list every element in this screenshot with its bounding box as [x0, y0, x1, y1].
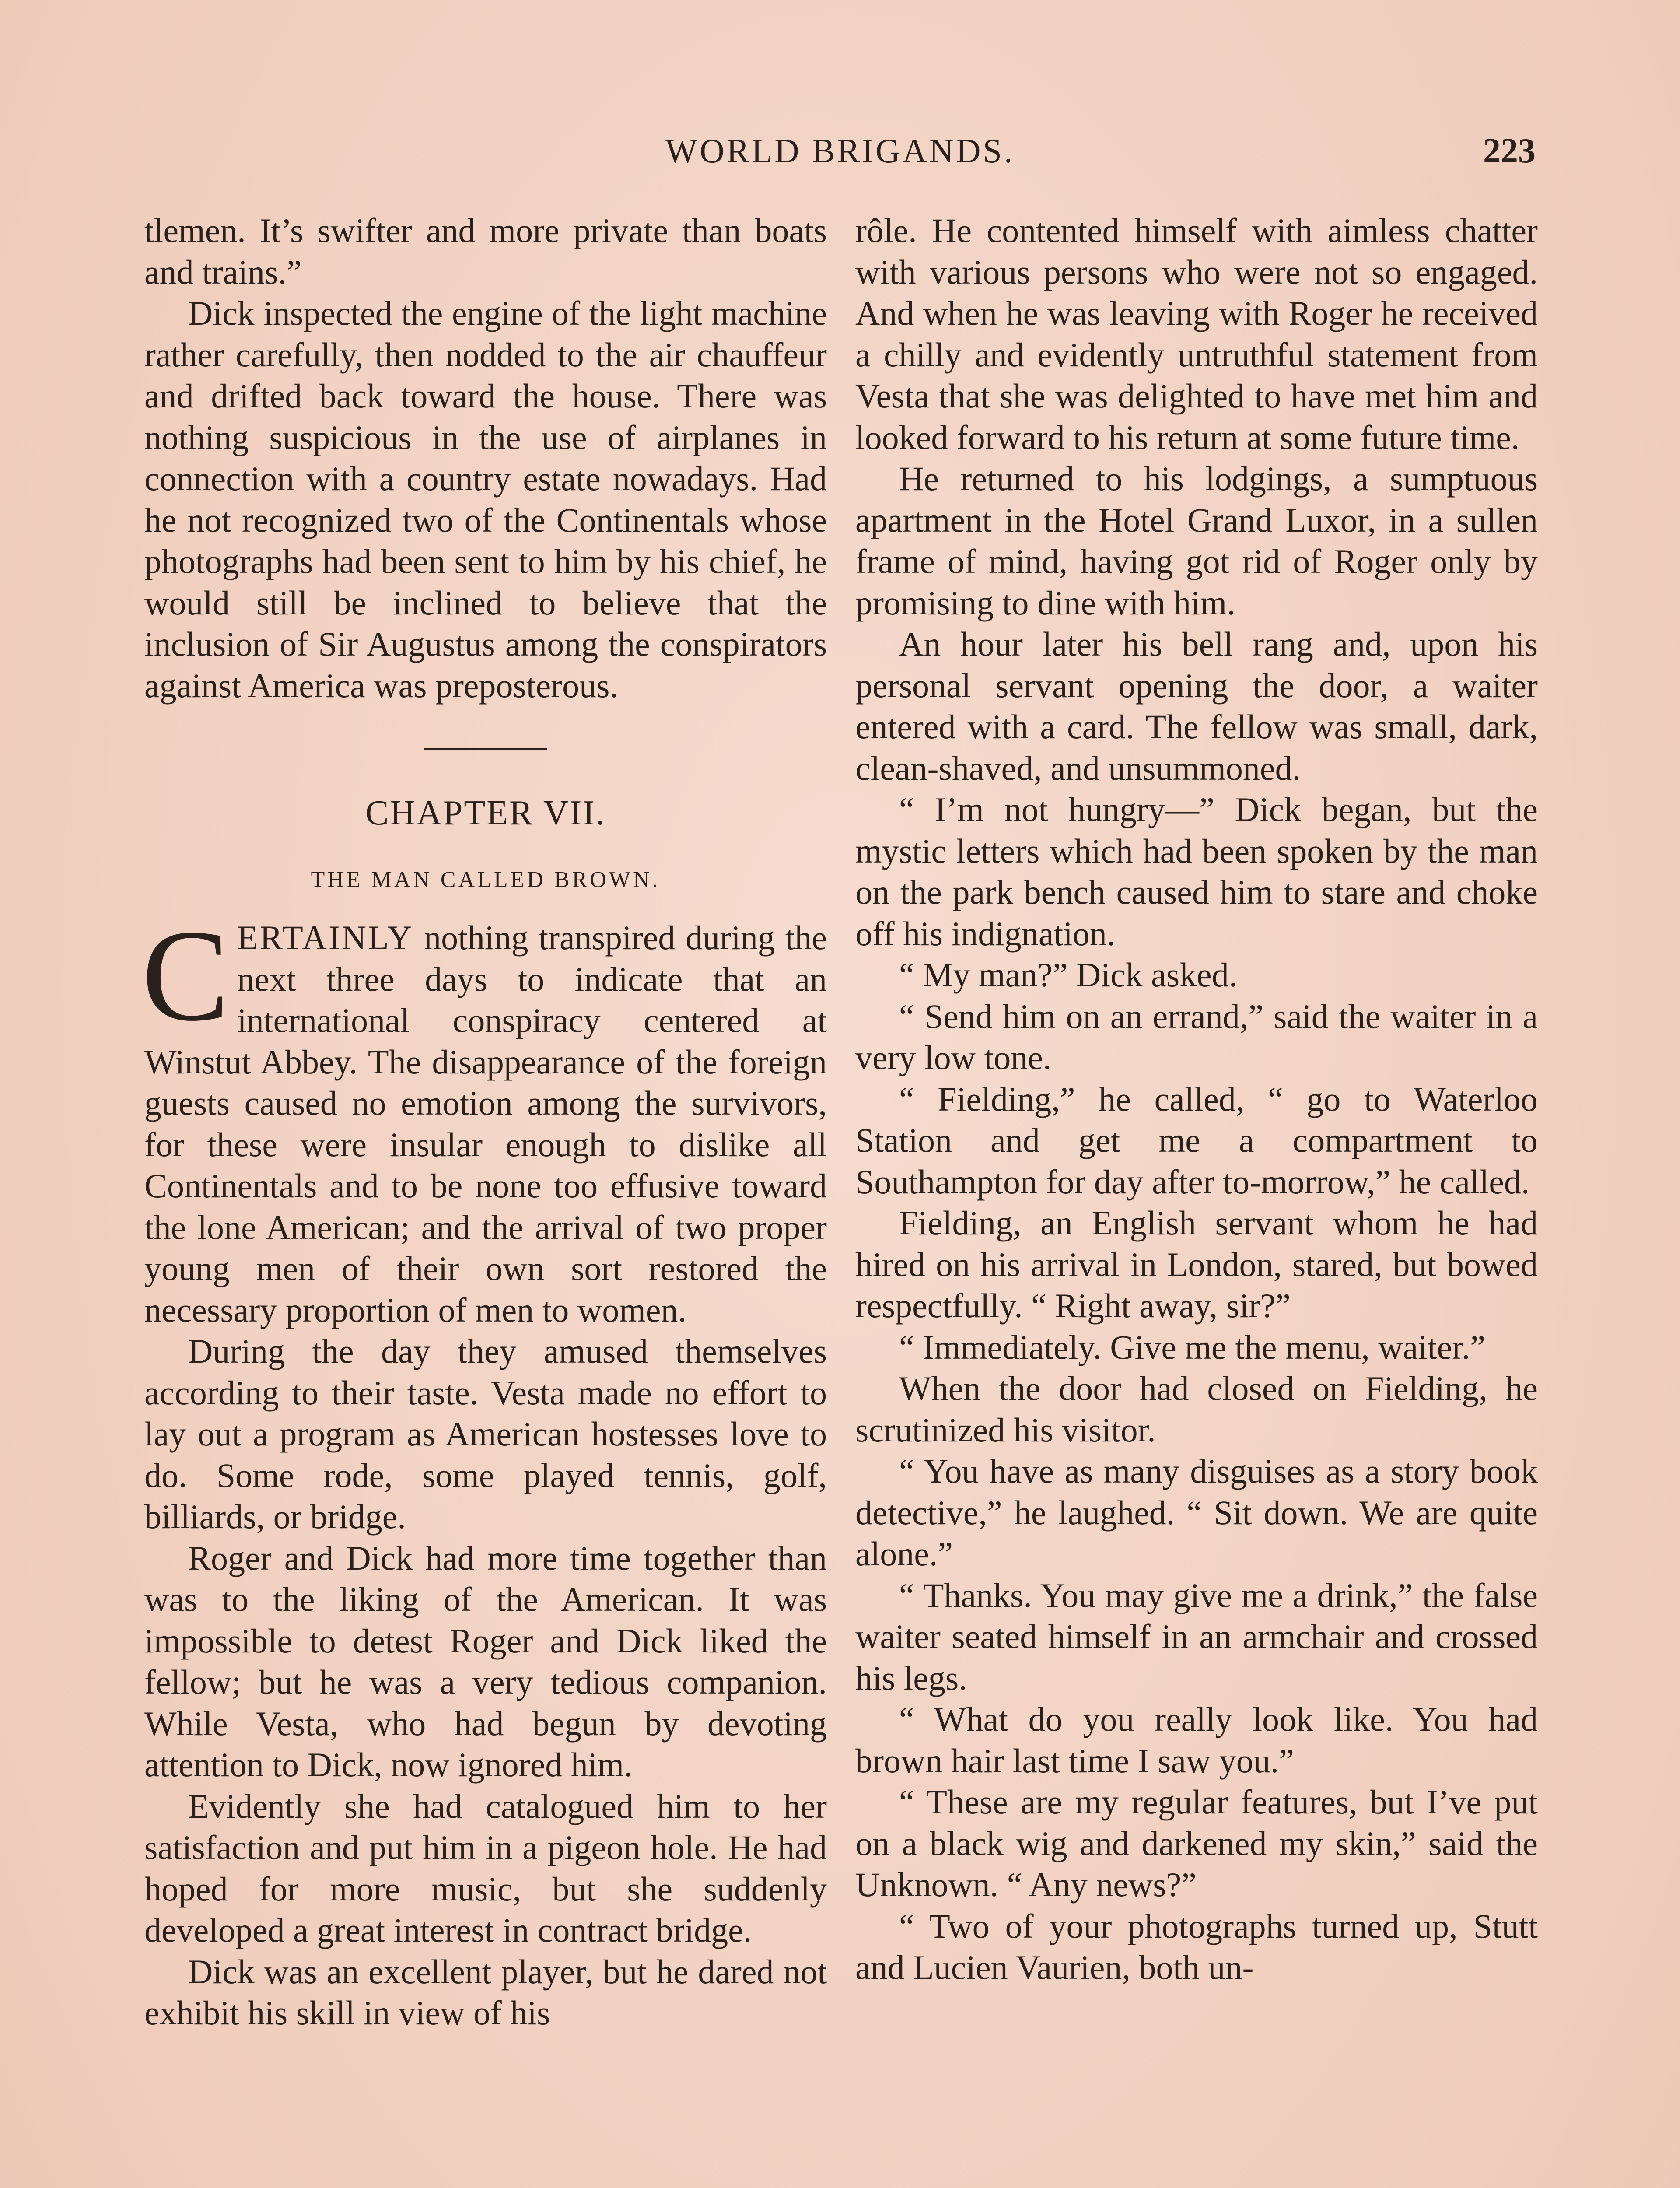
right-column: [855, 210, 1538, 1988]
paragraph: Dick inspected the engine of the light machine rather carefully, then nodded to the air chauffeur and drifted back toward the house. There was nothing suspicious in the use of airplanes in connection with a country estate nowadays. Had he not recognized two of the Continentals whose photographs had been sent to him by his chief, he would still be inclined to believe that the inclusion of Sir Augustus among the conspirators against America was preposterous.: [144, 294, 827, 705]
chapter-number: CHAPTER VII.: [365, 794, 606, 832]
paragraph: “ Thanks. You may give me a drink,” the false waiter seated himself in an armchair and crossed his legs.: [855, 1576, 1538, 1697]
section-divider: [424, 748, 547, 750]
paragraph: Roger and Dick had more time together than was to the liking of the American. It was impossible to detest Roger and Dick liked the fellow; but he was a very tedious companion. While Vesta, who had begun by devoting attention to Dick, now ignored him.: [144, 1539, 827, 1784]
paragraph: “ My man?” Dick asked.: [899, 956, 1238, 994]
paragraph: “ Two of your photographs turned up, Stutt and Lucien Vaurien, both un-: [855, 1907, 1538, 1986]
opening-word: ERTAINLY: [237, 919, 414, 957]
paragraph: Evidently she had catalogued him to her satisfaction and put him in a pigeon hole. He had hoped for more music, but she suddenly developed a great interest in contract bridge.: [144, 1787, 827, 1949]
paragraph: Dick was an excellent player, but he dared not exhibit his skill in view of his: [144, 1952, 827, 2032]
left-column: [144, 210, 827, 2034]
paragraph: Fielding, an English servant whom he had hired on his arrival in London, stared, but bowed respectfully. “ Right away, sir?”: [855, 1204, 1538, 1325]
running-title: WORLD BRIGANDS.: [665, 132, 1015, 170]
page-number: 223: [1483, 132, 1536, 170]
opening-text: nothing transpired during the next three days to indicate that an international conspiracy centered at Winstut Abbey. The disappearance of the foreign guests caused no emotion among the survivors, for these were insular enough to dislike all Continentals and to be none too effusive toward the lone American; and the arrival of two proper young men of their own sort restored the necessary proportion of men to women.: [144, 919, 827, 1329]
paragraph: “ These are my regular features, but I’ve put on a black wig and darkened my skin,” said the Unknown. “ Any news?”: [855, 1783, 1538, 1904]
paragraph: During the day they amused themselves according to their taste. Vesta made no effort to lay out a program as American hostesses love to do. Some rode, some played tennis, golf, billiards, or bridge.: [144, 1332, 827, 1536]
paragraph: “ What do you really look like. You had brown hair last time I saw you.”: [855, 1700, 1538, 1780]
paragraph: When the door had closed on Fielding, he scrutinized his visitor.: [855, 1369, 1538, 1449]
drop-cap: C: [142, 903, 230, 1048]
paragraph: tlemen. It’s swifter and more private than boats and trains.”: [144, 211, 827, 291]
running-head: [144, 131, 1536, 179]
paragraph: “ Fielding,” he called, “ go to Waterloo Station and get me a compartment to Southampton for day after to-morrow,” he called.: [855, 1080, 1538, 1201]
paragraph: “ I’m not hungry—” Dick began, but the mystic letters which had been spoken by the man on the park bench caused him to stare and choke off his indignation.: [855, 790, 1538, 953]
paragraph: “ Send him on an errand,” said the waiter in a very low tone.: [855, 997, 1538, 1076]
paragraph: An hour later his bell rang and, upon his personal servant opening the door, a waiter entered with a card. The fellow was small, dark, clean-shaved, and unsummoned.: [855, 625, 1538, 787]
paragraph: “ Immediately. Give me the menu, waiter.”: [899, 1328, 1485, 1366]
paragraph: rôle. He contented himself with aimless chatter with various persons who were not so engaged. And when he was leaving with Roger he received a chilly and evidently untruthful statement from Vesta that she was delighted to have met him and looked forward to his return at some future time.: [855, 211, 1538, 456]
paragraph: “ You have as many disguises as a story book detective,” he laughed. “ Sit down. We are quite alone.”: [855, 1452, 1538, 1573]
paragraph: He returned to his lodgings, a sumptuous apartment in the Hotel Grand Luxor, in a sullen frame of mind, having got rid of Roger only by promising to dine with him.: [855, 459, 1538, 622]
chapter-title: THE MAN CALLED BROWN.: [311, 867, 661, 892]
paragraph-opening: [142, 903, 827, 1331]
